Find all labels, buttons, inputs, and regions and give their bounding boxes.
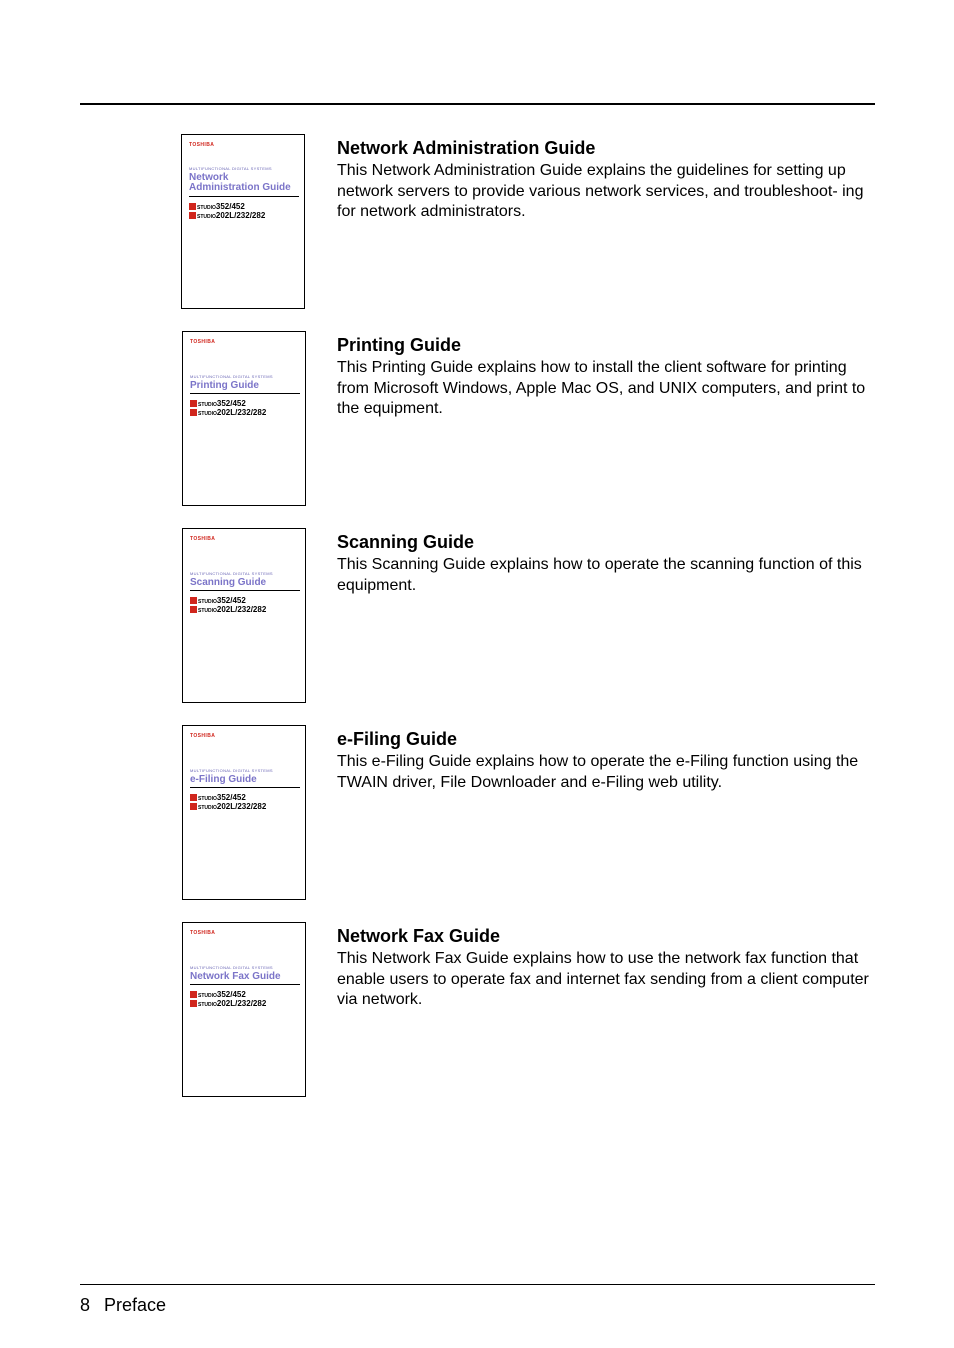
cover-model-2: STUDIO202L/232/282 <box>189 211 265 222</box>
e-logo-icon <box>190 803 197 810</box>
header-rule <box>80 103 875 105</box>
cover-series: MULTIFUNCTIONAL DIGITAL SYSTEMS <box>189 166 272 171</box>
cover-brand: TOSHIBA <box>190 930 216 936</box>
cover-divider <box>190 984 300 985</box>
guide-cover-thumbnail <box>182 922 306 1097</box>
guide-description: This e-Filing Guide explains how to operate the e-Filing function using the TWAIN driver, File Downloader and e-Filing web utility. <box>337 753 859 791</box>
guide-description: This Scanning Guide explains how to operate the scanning function of this equipment. <box>337 556 862 594</box>
footer-rule <box>80 1284 875 1285</box>
e-logo-icon <box>190 1000 197 1007</box>
cover-model-1: STUDIO352/452 <box>190 596 246 607</box>
e-logo-icon <box>190 409 197 416</box>
e-logo-icon <box>190 597 197 604</box>
cover-brand: TOSHIBA <box>190 536 216 542</box>
page-number: 8 <box>80 1295 91 1315</box>
cover-model-2: STUDIO202L/232/282 <box>190 605 266 616</box>
guide-cover-thumbnail <box>182 331 306 506</box>
guide-description: This Network Administration Guide explains the guidelines for setting up network servers to provide various network services, and troubleshoot- ing for network administrators. <box>337 162 864 221</box>
cover-title: Network Fax Guide <box>190 971 281 982</box>
guide-cover-thumbnail <box>181 134 305 309</box>
cover-title: e-Filing Guide <box>190 774 257 785</box>
guide-entry-printing <box>181 331 871 511</box>
section-name: Preface <box>104 1295 167 1315</box>
guide-entry-e-filing <box>181 725 871 905</box>
guide-description: This Printing Guide explains how to install the client software for printing from Microsoft Windows, Apple Mac OS, and UNIX computers, and print to the equipment. <box>337 359 866 418</box>
cover-series: MULTIFUNCTIONAL DIGITAL SYSTEMS <box>190 768 273 773</box>
e-logo-icon <box>190 991 197 998</box>
cover-series: MULTIFUNCTIONAL DIGITAL SYSTEMS <box>190 965 273 970</box>
cover-series: MULTIFUNCTIONAL DIGITAL SYSTEMS <box>190 571 273 576</box>
cover-series: MULTIFUNCTIONAL DIGITAL SYSTEMS <box>190 374 273 379</box>
page-footer <box>80 1295 166 1316</box>
cover-title: Scanning Guide <box>190 577 267 588</box>
e-logo-icon <box>190 400 197 407</box>
guide-entry-scanning <box>181 528 871 708</box>
cover-divider <box>190 393 300 394</box>
cover-brand: TOSHIBA <box>189 142 215 148</box>
cover-divider <box>190 590 300 591</box>
cover-brand: TOSHIBA <box>190 339 216 345</box>
guide-title: e-Filing Guide <box>337 729 457 749</box>
cover-brand: TOSHIBA <box>190 733 216 739</box>
guide-entry-network-fax <box>181 922 871 1102</box>
e-logo-icon <box>190 794 197 801</box>
cover-title: Network Administration Guide <box>189 172 291 193</box>
cover-model-1: STUDIO352/452 <box>190 990 246 1001</box>
e-logo-icon <box>189 212 196 219</box>
guide-title: Network Fax Guide <box>337 926 501 946</box>
guide-cover-thumbnail <box>182 725 306 900</box>
guide-title: Printing Guide <box>337 335 461 355</box>
cover-model-2: STUDIO202L/232/282 <box>190 802 266 813</box>
e-logo-icon <box>189 203 196 210</box>
e-logo-icon <box>190 606 197 613</box>
guide-title: Network Administration Guide <box>337 138 596 158</box>
cover-model-2: STUDIO202L/232/282 <box>190 999 266 1010</box>
guide-cover-thumbnail <box>182 528 306 703</box>
cover-model-1: STUDIO352/452 <box>190 793 246 804</box>
cover-model-2: STUDIO202L/232/282 <box>190 408 266 419</box>
cover-divider <box>190 787 300 788</box>
guide-entry-network-administration <box>181 134 871 314</box>
cover-title: Printing Guide <box>190 380 259 391</box>
cover-model-1: STUDIO352/452 <box>190 399 246 410</box>
guide-description: This Network Fax Guide explains how to use the network fax function that enable users to operate fax and internet fax sending from a client computer via network. <box>337 950 869 1009</box>
cover-divider <box>189 196 299 197</box>
cover-model-1: STUDIO352/452 <box>189 202 245 213</box>
guide-title: Scanning Guide <box>337 532 475 552</box>
